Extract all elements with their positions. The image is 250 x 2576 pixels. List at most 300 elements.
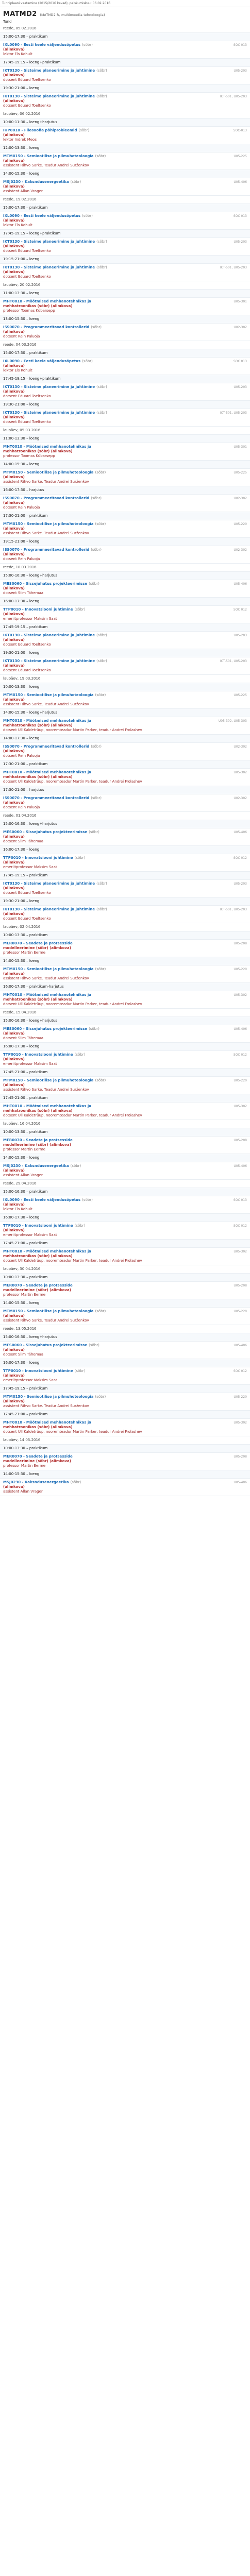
room-label[interactable]: U05-301	[234, 300, 247, 303]
course-info	[3, 1224, 85, 1238]
course-item	[3, 1480, 247, 1494]
lecturer[interactable]: dotsent Eduard Toeltsenko	[3, 394, 51, 398]
course-title[interactable]	[3, 94, 107, 99]
time-slot-row	[0, 735, 250, 743]
course-item	[3, 1249, 247, 1263]
lecturer[interactable]: dotsent Eduard Toeltsenko	[3, 917, 51, 921]
course-row[interactable]	[0, 1025, 250, 1043]
course-row[interactable]	[0, 178, 250, 196]
lecturer[interactable]: assistent Rihvo Sarke. Teadur Andrei Surženkov	[3, 702, 89, 706]
course-title[interactable]	[3, 770, 142, 775]
course-row[interactable]	[0, 67, 250, 84]
course-row[interactable]	[0, 1162, 250, 1180]
time-slot-label: 19:15-21:00 – loeng	[3, 257, 40, 261]
course-row[interactable]	[0, 940, 250, 957]
lecturer[interactable]: assistent Rihvo Sarke. Teadur Andrei Surženkov	[3, 1404, 89, 1408]
lecturer[interactable]: professor Martin Eerme	[3, 1464, 46, 1468]
room-label[interactable]: U02-302	[234, 497, 247, 500]
day-row	[0, 1120, 250, 1128]
course-title-text: MTM0150 - Semiootilise ja pilmuhoteoloogia	[3, 1078, 94, 1082]
lecturer[interactable]: dotsent Eduard Toeltsenko	[3, 249, 51, 253]
course-title[interactable]	[3, 69, 107, 73]
course-row[interactable]	[0, 854, 250, 872]
course-row[interactable]	[0, 443, 250, 461]
course-title[interactable]	[3, 659, 107, 664]
course-title[interactable]	[3, 693, 106, 698]
course-row[interactable]	[0, 606, 250, 623]
course-title[interactable]	[3, 1104, 142, 1109]
course-tag: (sõbr)	[95, 967, 106, 971]
course-title-text: MHT0010 - Mõõtmised mehhanotehnikas ja	[3, 719, 91, 723]
course-info	[3, 1164, 81, 1178]
time-slot-label: 17:30-21:00 – praktikum	[3, 514, 48, 518]
course-item	[3, 1224, 247, 1238]
room-label[interactable]: U05-302	[234, 771, 247, 774]
course-row[interactable]	[0, 152, 250, 170]
course-row[interactable]	[0, 298, 250, 315]
time-slot-row	[0, 983, 250, 991]
lecturer[interactable]: assistent Allan Vrager	[3, 189, 43, 193]
room-label[interactable]: U05-406	[234, 831, 247, 834]
day-row	[0, 110, 250, 118]
course-title[interactable]	[3, 1027, 99, 1031]
room-label[interactable]: U05-406	[234, 582, 247, 586]
course-row[interactable]	[0, 383, 250, 401]
course-info	[3, 240, 107, 253]
room-label[interactable]: U05-203	[234, 882, 247, 886]
course-title[interactable]	[3, 1420, 142, 1425]
lecturer[interactable]: dotsent Siim Tähemaa	[3, 591, 44, 595]
course-title[interactable]	[3, 1454, 73, 1459]
course-title[interactable]	[3, 1078, 106, 1083]
course-info	[3, 359, 93, 373]
lecturer[interactable]: dotsent Ull Kaldetrüup, nooremteadur Martin Parker, teadur Andrei Frolashev	[3, 779, 142, 784]
course-tag: (sõbr)	[96, 265, 107, 269]
course-subtitle: (alimkova)	[3, 1057, 25, 1061]
room-label[interactable]: U05-302	[234, 1105, 247, 1108]
day-row	[0, 1436, 250, 1445]
time-slot-label: 15:00-16:30 – loeng+harjutus	[3, 822, 57, 826]
lecturer[interactable]: lektor Els Kohult	[3, 52, 32, 56]
room-label[interactable]: ICT-501, U05-203	[220, 659, 247, 663]
course-row[interactable]	[0, 1137, 250, 1154]
room-label[interactable]: ICT-501, U05-203	[220, 266, 247, 269]
course-subtitle: (alimkova)	[3, 1314, 25, 1318]
time-slot-label: 14:00-17:30 – loeng	[3, 736, 40, 740]
course-row[interactable]	[0, 794, 250, 812]
course-row[interactable]	[0, 1077, 250, 1094]
lecturer[interactable]: emeriitprofessor Maksim Saat	[3, 1062, 57, 1066]
room-label[interactable]: SOC 012	[233, 608, 247, 612]
room-label[interactable]: U02-302	[234, 548, 247, 552]
lecturer[interactable]: assistent Rihvo Sarke. Teadur Andrei Surženkov	[3, 1318, 89, 1323]
time-slot-row	[0, 204, 250, 212]
time-slot-label: 16:00-17:30 – harjutus	[3, 488, 44, 492]
course-tag: (sõbr)	[95, 522, 106, 526]
course-item	[3, 128, 247, 142]
room-label[interactable]: U05-220	[234, 1310, 247, 1313]
course-row[interactable]	[0, 691, 250, 709]
room-label[interactable]: U05-302	[234, 993, 247, 997]
course-subtitle: (alimkova)	[3, 184, 25, 189]
room-label[interactable]: U05-406	[234, 1027, 247, 1031]
lecturer[interactable]: emeriitprofessor Maksim Saat	[3, 1233, 57, 1237]
course-title[interactable]	[3, 240, 107, 244]
course-item	[3, 1138, 247, 1152]
day-label: laupäev, 20.02.2016	[3, 283, 41, 287]
course-title[interactable]	[3, 265, 107, 270]
room-label[interactable]: ICT-501, U05-203	[220, 908, 247, 911]
room-label[interactable]: U05-225	[234, 693, 247, 697]
course-row[interactable]	[0, 1479, 250, 1496]
lecturer[interactable]: assistent Rihvo Sarke. Teadur Andrei Surženkov	[3, 1088, 89, 1092]
course-row[interactable]	[0, 1367, 250, 1385]
lecturer[interactable]: assistent Rihvo Sarke. Teadur Andrei Surženkov	[3, 480, 89, 484]
course-info	[3, 719, 142, 733]
room-label[interactable]: SOC 012	[233, 1224, 247, 1228]
course-title-text: ISS0070 - Programmeeritavad kontrollerid	[3, 744, 90, 749]
lecturer[interactable]: dotsent Eduard Toeltsenko	[3, 891, 51, 895]
room-label[interactable]: U05-406	[234, 1164, 247, 1168]
course-subtitle: (alimkova)	[3, 1083, 25, 1087]
top-bar	[0, 0, 250, 7]
course-row[interactable]	[0, 1342, 250, 1359]
lecturer[interactable]: dotsent Eduard Toeltsenko	[3, 642, 51, 647]
time-slot-label: 16:00-17:30 – loeng	[3, 1361, 40, 1365]
lecturer[interactable]: dotsent Siim Tähemaa	[3, 1352, 44, 1357]
lecturer[interactable]: emeriitprofessor Maksim Saat	[3, 1378, 57, 1382]
lecturer[interactable]: dotsent Eduard Toeltsenko	[3, 275, 51, 279]
course-title[interactable]	[3, 1369, 85, 1374]
lecturer[interactable]: lektor Indrek Meos	[3, 138, 37, 142]
course-row[interactable]	[0, 546, 250, 564]
lecturer[interactable]: dotsent Siim Tähemaa	[3, 839, 44, 843]
time-slot-label: 15:00-17:30 – praktikum	[3, 35, 48, 39]
course-row[interactable]	[0, 906, 250, 923]
lecturer[interactable]: dotsent Rein Paluoja	[3, 557, 40, 561]
lecturer[interactable]: assistent Allan Vrager	[3, 1173, 43, 1177]
course-title[interactable]	[3, 385, 107, 389]
course-row[interactable]	[0, 965, 250, 983]
course-row[interactable]	[0, 1282, 250, 1299]
course-title[interactable]	[3, 830, 99, 835]
course-item	[3, 299, 247, 313]
course-info	[3, 522, 106, 536]
course-row[interactable]	[0, 880, 250, 897]
course-info	[3, 856, 85, 870]
course-title[interactable]	[3, 1309, 106, 1314]
room-label[interactable]: U05-220	[234, 522, 247, 526]
lecturer[interactable]: professor Toomas Kübarsepp	[3, 454, 55, 458]
course-title[interactable]	[3, 719, 142, 723]
room-label[interactable]: U05-208	[234, 942, 247, 945]
course-title[interactable]	[3, 1395, 106, 1399]
lecturer[interactable]: emeriitprofessor Maksim Saat	[3, 617, 57, 621]
lecturer[interactable]: dotsent Eduard Toeltsenko	[3, 668, 51, 672]
course-title[interactable]	[3, 1138, 73, 1143]
course-info	[3, 411, 107, 425]
course-title[interactable]	[3, 1343, 99, 1348]
time-slot-label: 10:00-13:30 – praktikum	[3, 933, 48, 937]
course-row[interactable]	[0, 717, 250, 735]
day-label: laupäev, 30.04.2016	[3, 1267, 41, 1271]
course-row[interactable]	[0, 127, 250, 144]
time-slot-row	[0, 1411, 250, 1419]
time-slot-row	[0, 846, 250, 854]
course-subtitle: modelleerimine (sõbr) (alimkova)	[3, 1288, 71, 1292]
course-row[interactable]	[0, 1051, 250, 1069]
course-item	[3, 941, 247, 955]
lecturer[interactable]: assistent Rihvo Sarke. Teadur Andrei Surženkov	[3, 531, 89, 535]
lecturer[interactable]: professor Martin Eerme	[3, 1293, 46, 1297]
course-row[interactable]	[0, 41, 250, 59]
course-info	[3, 1343, 99, 1357]
course-title-text: MHT0010 - Mõõtmised mehhanotehnikas ja	[3, 993, 91, 997]
course-row[interactable]	[0, 991, 250, 1009]
course-item	[3, 1027, 247, 1041]
lecturer[interactable]: emeriitprofessor Maksim Saat	[3, 865, 57, 869]
day-label: laupäev, 16.04.2016	[3, 1122, 41, 1126]
room-label[interactable]: U05-406	[234, 1481, 247, 1484]
course-row[interactable]	[0, 580, 250, 598]
room-label[interactable]: U05-220	[234, 968, 247, 971]
course-title[interactable]	[3, 1198, 93, 1202]
time-slot-label: 17:45-19:15 – praktikum	[3, 625, 48, 629]
course-title[interactable]	[3, 522, 106, 527]
course-title[interactable]	[3, 299, 91, 304]
course-title[interactable]	[3, 582, 99, 586]
lecturer[interactable]: dotsent Siim Tähemaa	[3, 1036, 44, 1040]
course-title[interactable]	[3, 856, 85, 860]
course-row[interactable]	[0, 212, 250, 230]
lecturer[interactable]: dotsent Rein Paluoja	[3, 334, 40, 338]
course-title[interactable]	[3, 411, 107, 415]
lecturer[interactable]: lektor Els Kohult	[3, 1207, 32, 1211]
time-slot-label: 17:45-19:15 – loeng+praktikum	[3, 377, 61, 381]
course-row[interactable]	[0, 469, 250, 486]
room-label[interactable]: U02-302	[234, 745, 247, 749]
lecturer[interactable]: lektor Els Kohult	[3, 368, 32, 372]
lecturer[interactable]: dotsent Rein Paluoja	[3, 505, 40, 510]
course-row[interactable]	[0, 520, 250, 538]
course-subtitle: mehhatroonikas (sõbr) (alimkova)	[3, 449, 73, 453]
room-label[interactable]: U02-302	[234, 796, 247, 800]
course-title-text: MSJ0230 - Kaksndusenergeetika	[3, 1480, 69, 1484]
lecturer[interactable]: dotsent Ull Kaldetrüup, nooremteadur Martin Parker, teadur Andrei Frolashev	[3, 1259, 142, 1263]
course-info	[3, 1283, 73, 1297]
course-title-text: IKT0130 - Sisteime planeerimine ja juhtimine	[3, 240, 95, 244]
course-item	[3, 693, 247, 707]
course-title[interactable]	[3, 154, 106, 159]
room-label[interactable]: U05-302, U05-303	[218, 719, 247, 723]
course-row[interactable]	[0, 93, 250, 110]
lecturer[interactable]: dotsent Ull Kaldetrüup, nooremteadur Martin Parker, teadur Andrei Frolashev	[3, 1430, 142, 1434]
room-label[interactable]: SOC 012	[233, 856, 247, 860]
course-subtitle: mehhatroonikas (sõbr) (alimkova)	[3, 997, 73, 1002]
lecturer[interactable]: professor Toomas Kübarsepp	[3, 309, 55, 313]
course-tag: (sõbr)	[82, 359, 93, 363]
room-label[interactable]: U05-302	[234, 1421, 247, 1425]
room-label[interactable]: U05-220	[234, 1395, 247, 1399]
course-row[interactable]	[0, 409, 250, 427]
course-row[interactable]	[0, 1393, 250, 1411]
lecturer[interactable]: dotsent Rein Paluoja	[3, 754, 40, 758]
room-label[interactable]: U05-220	[234, 1079, 247, 1082]
lecturer[interactable]: dotsent Rein Paluoja	[3, 805, 40, 809]
course-title[interactable]	[3, 43, 93, 47]
room-label[interactable]: U05-208	[234, 1284, 247, 1287]
course-title[interactable]	[3, 607, 85, 612]
lecturer[interactable]: dotsent Ull Kaldetrüup, nooremteadur Martin Parker, teadur Andrei Frolashev	[3, 1113, 142, 1117]
course-title[interactable]	[3, 993, 142, 997]
time-slot-label: 14:00-15:30 – loeng	[3, 462, 40, 466]
course-title[interactable]	[3, 907, 107, 912]
time-slot-label: 17:45-21:00 – praktikum	[3, 1412, 48, 1416]
lecturer[interactable]: dotsent Eduard Toeltsenko	[3, 104, 51, 108]
time-slot-row	[0, 760, 250, 769]
room-label[interactable]: SOC 013	[233, 360, 247, 363]
time-slot-label: 15:00-16:30 – praktikum	[3, 1190, 48, 1194]
lecturer[interactable]: professor Martin Eerme	[3, 951, 46, 955]
room-label[interactable]: U02-302	[234, 326, 247, 329]
course-tag: (sõbr)	[96, 385, 107, 389]
room-label[interactable]: U05-208	[234, 1455, 247, 1459]
course-tag: (sõbr)	[96, 659, 107, 663]
time-slot-row	[0, 375, 250, 383]
course-row[interactable]	[0, 1419, 250, 1436]
lecturer[interactable]: assistent Allan Vrager	[3, 1489, 43, 1494]
course-row[interactable]	[0, 828, 250, 846]
course-info	[3, 325, 102, 339]
room-label[interactable]: U05-203	[234, 240, 247, 244]
course-item	[3, 770, 247, 784]
course-title-text: TTP0010 - Innovatsiooni juhtimine	[3, 1224, 73, 1228]
course-row[interactable]	[0, 632, 250, 649]
lecturer[interactable]: assistent Rihvo Sarke. Teadur Andrei Surženkov	[3, 976, 89, 980]
course-row[interactable]	[0, 1103, 250, 1120]
time-slot-label: 11:00-13:30 – loeng	[3, 291, 40, 295]
course-title-text: MTM0150 - Semiootilise ja pilmuhoteoloogia	[3, 470, 94, 474]
time-slot-label: 17:45-19:15 – loeng+praktikum	[3, 231, 61, 235]
course-row[interactable]	[0, 1248, 250, 1265]
time-slot-label: 13:00-15:30 – loeng	[3, 317, 40, 321]
course-title[interactable]	[3, 941, 73, 946]
day-label: reede, 05.02.2016	[3, 26, 37, 30]
room-label[interactable]: SOC 013	[233, 43, 247, 47]
course-title[interactable]	[3, 796, 102, 801]
room-label[interactable]: SOC 013	[233, 214, 247, 218]
room-label[interactable]: U05-406	[234, 1344, 247, 1347]
course-row[interactable]	[0, 495, 250, 512]
course-subtitle: (alimkova)	[3, 612, 25, 616]
room-label[interactable]: U05-302	[234, 1250, 247, 1253]
room-label[interactable]: U05-208	[234, 1139, 247, 1142]
course-row[interactable]	[0, 1222, 250, 1240]
course-info	[3, 1078, 106, 1092]
time-slot-row	[0, 290, 250, 298]
room-label[interactable]: U05-203	[234, 69, 247, 73]
course-title[interactable]	[3, 882, 107, 886]
course-info	[3, 496, 102, 510]
course-subtitle: (alimkova)	[3, 1348, 25, 1352]
time-slot-row	[0, 1299, 250, 1308]
lecturer[interactable]: dotsent Ull Kaldetrüup, nooremteadur Martin Parker, teadur Andrei Frolashev	[3, 1002, 142, 1006]
course-row[interactable]	[0, 1453, 250, 1470]
course-title[interactable]	[3, 1224, 85, 1228]
course-row[interactable]	[0, 324, 250, 341]
course-row[interactable]	[0, 238, 250, 256]
time-slot-label: 11:00-13:30 – loeng	[3, 436, 40, 440]
course-title[interactable]	[3, 1164, 81, 1168]
room-label[interactable]: U05-301	[234, 445, 247, 449]
room-label[interactable]: SOC 013	[233, 1198, 247, 1202]
course-subtitle: mehhatroonikas (sõbr) (alimkova)	[3, 1425, 73, 1429]
course-title-text: MHT0010 - Mõõtmised mehhanotehnikas ja	[3, 1420, 91, 1425]
room-label[interactable]: SOC 012	[233, 1369, 247, 1373]
lecturer[interactable]: dotsent Eduard Toeltsenko	[3, 420, 51, 424]
day-row	[0, 564, 250, 572]
course-row[interactable]	[0, 743, 250, 760]
course-title[interactable]	[3, 548, 102, 552]
course-title[interactable]	[3, 1283, 73, 1288]
course-title[interactable]	[3, 744, 102, 749]
room-label[interactable]: U05-203	[234, 634, 247, 637]
course-row[interactable]	[0, 1196, 250, 1214]
lecturer[interactable]: assistent Rihvo Sarke. Teadur Andrei Surženkov	[3, 163, 89, 167]
time-slot-label: 14:00-15:30 – loeng+harjutus	[3, 710, 57, 715]
course-row[interactable]	[0, 264, 250, 281]
course-item	[3, 548, 247, 562]
room-label[interactable]: SOC 012	[233, 1053, 247, 1057]
course-title[interactable]	[3, 1053, 85, 1057]
room-label[interactable]: ICT-501, U05-203	[220, 95, 247, 98]
course-title[interactable]	[3, 967, 106, 972]
course-title[interactable]	[3, 325, 102, 330]
course-title[interactable]	[3, 214, 93, 218]
day-label: laupäev, 05.03.2016	[3, 428, 41, 432]
course-title[interactable]	[3, 1480, 81, 1485]
course-row[interactable]	[0, 358, 250, 375]
course-row[interactable]	[0, 657, 250, 675]
course-title[interactable]	[3, 180, 81, 184]
day-label: laupäev, 02.04.2016	[3, 925, 41, 929]
lecturer[interactable]: dotsent Eduard Toeltsenko	[3, 78, 51, 82]
time-slot-label: 14:00-15:30 – loeng	[3, 172, 40, 176]
course-title[interactable]	[3, 1249, 142, 1254]
course-title[interactable]	[3, 128, 89, 133]
room-label[interactable]: ICT-501, U05-203	[220, 411, 247, 415]
course-title[interactable]	[3, 359, 93, 364]
course-title[interactable]	[3, 496, 102, 501]
course-title[interactable]	[3, 633, 107, 638]
time-slot-row	[0, 957, 250, 965]
course-title[interactable]	[3, 470, 106, 475]
time-slot-row	[0, 1094, 250, 1103]
lecturer[interactable]: dotsent Ull Kaldetrüup, nooremteadur Martin Parker, teadur Andrei Frolashev	[3, 728, 142, 732]
course-title[interactable]	[3, 445, 91, 449]
room-label[interactable]: U05-406	[234, 180, 247, 184]
room-label[interactable]: U05-203	[234, 385, 247, 389]
course-subtitle: mehhatroonikas (sõbr) (alimkova)	[3, 775, 73, 779]
lecturer[interactable]: professor Martin Eerme	[3, 1147, 46, 1151]
course-row[interactable]	[0, 769, 250, 786]
lecturer[interactable]: lektor Els Kohult	[3, 223, 32, 227]
room-label[interactable]: U05-225	[234, 155, 247, 158]
room-label[interactable]: SOC-013	[233, 129, 247, 132]
course-row[interactable]	[0, 1308, 250, 1325]
room-label[interactable]: U05-225	[234, 471, 247, 474]
course-title-text: MTM0150 - Semiootilise ja pilmuhoteoloogia	[3, 693, 94, 697]
